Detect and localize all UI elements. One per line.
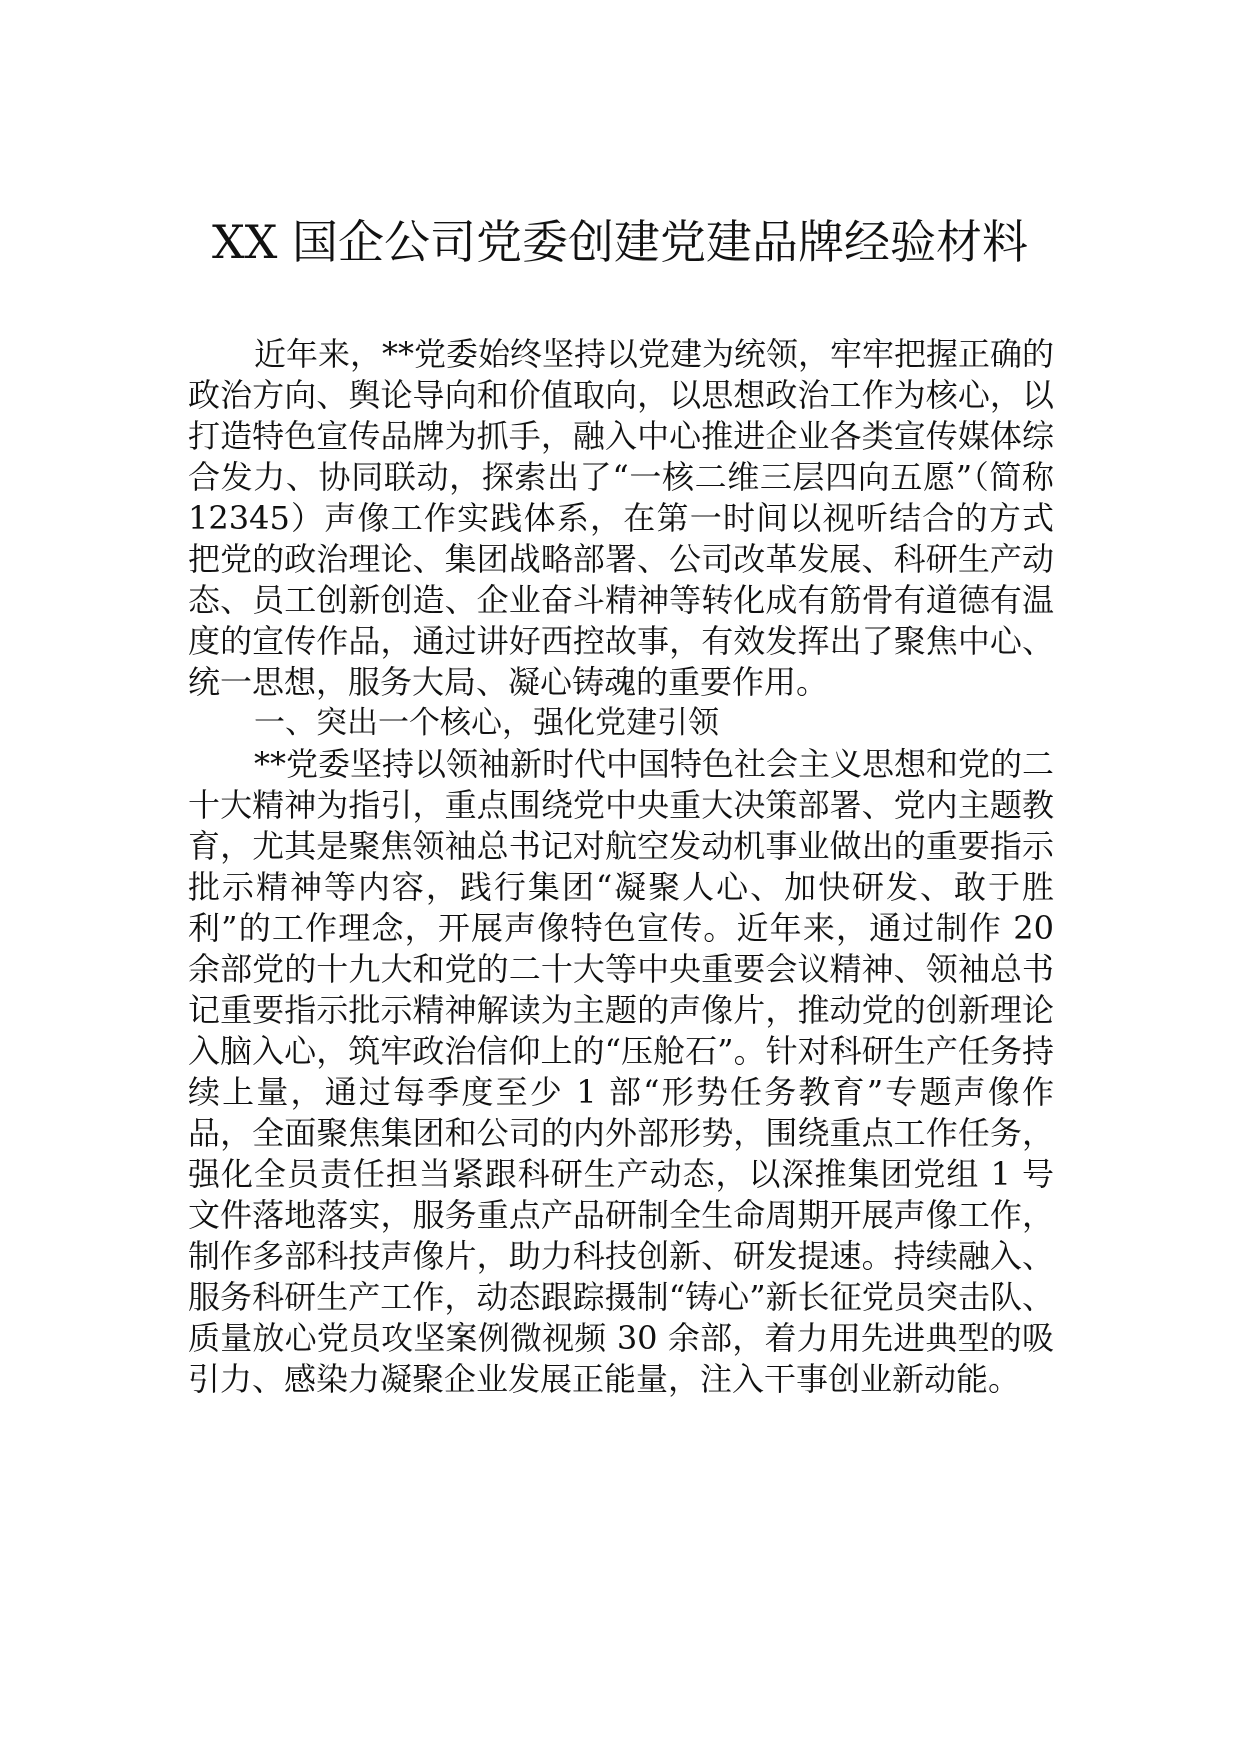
document-body xyxy=(188,334,1054,1400)
section-heading: 一、突出一个核心，强化党建引领 xyxy=(254,705,719,741)
section-paragraph: **党委坚持以领袖新时代中国特色社会主义思想和党的二十大精神为指引，重点围绕党中央重大决策部署、党内主题教育，尤其是聚焦领袖总书记对航空发动机事业做出的重要指示批示精神等内容，践行集团“凝聚人心、加快研发、敢于胜利”的工作理念，开展声像特色宣传。近年来，通过制作 20 余部党的十九大和党的二十大等中央重要会议精神、领袖总书记重要指示批示精神解读为主题的声像片，推动党的创新理论入脑入心，筑牢政治信仰上的“压舱石”。针对科研生产任务持续上量，通过每季度至少 1 部“形势任务教育”专题声像作品，全面聚焦集团和公司的内外部形势，围绕重点工作任务，强化全员责任担当紧跟科研生产动态，以深推集团党组 1 号文件落地落实，服务重点产品研制全生命周期开展声像工作，制作多部科技声像片，助力科技创新、研发提速。持续融入、服务科研生产工作，动态跟踪摄制“铸心”新长征党员突击队、质量放心党员攻坚案例微视频 30 余部，着力用先进典型的吸引力、感染力凝聚企业发展正能量，注入干事创业新动能。 xyxy=(188,745,1055,1398)
intro-paragraph: 近年来，**党委始终坚持以党建为统领，牢牢把握正确的政治方向、舆论导向和价值取向，以思想政治工作为核心，以打造特色宣传品牌为抓手，融入中心推进企业各类宣传媒体综合发力、协同联动，探索出了“一核二维三层四向五愿”（简称 12345）声像工作实践体系，在第一时间以视听结合的方式把党的政治理论、集团战略部署、公司改革发展、科研生产动态、员工创新创造、企业奋斗精神等转化成有筋骨有道德有温度的宣传作品，通过讲好西控故事，有效发挥出了聚焦中心、统一思想，服务大局、凝心铸魂的重要作用。 xyxy=(188,335,1055,701)
document-title: XX 国企公司党委创建党建品牌经验材料 xyxy=(211,215,1029,269)
